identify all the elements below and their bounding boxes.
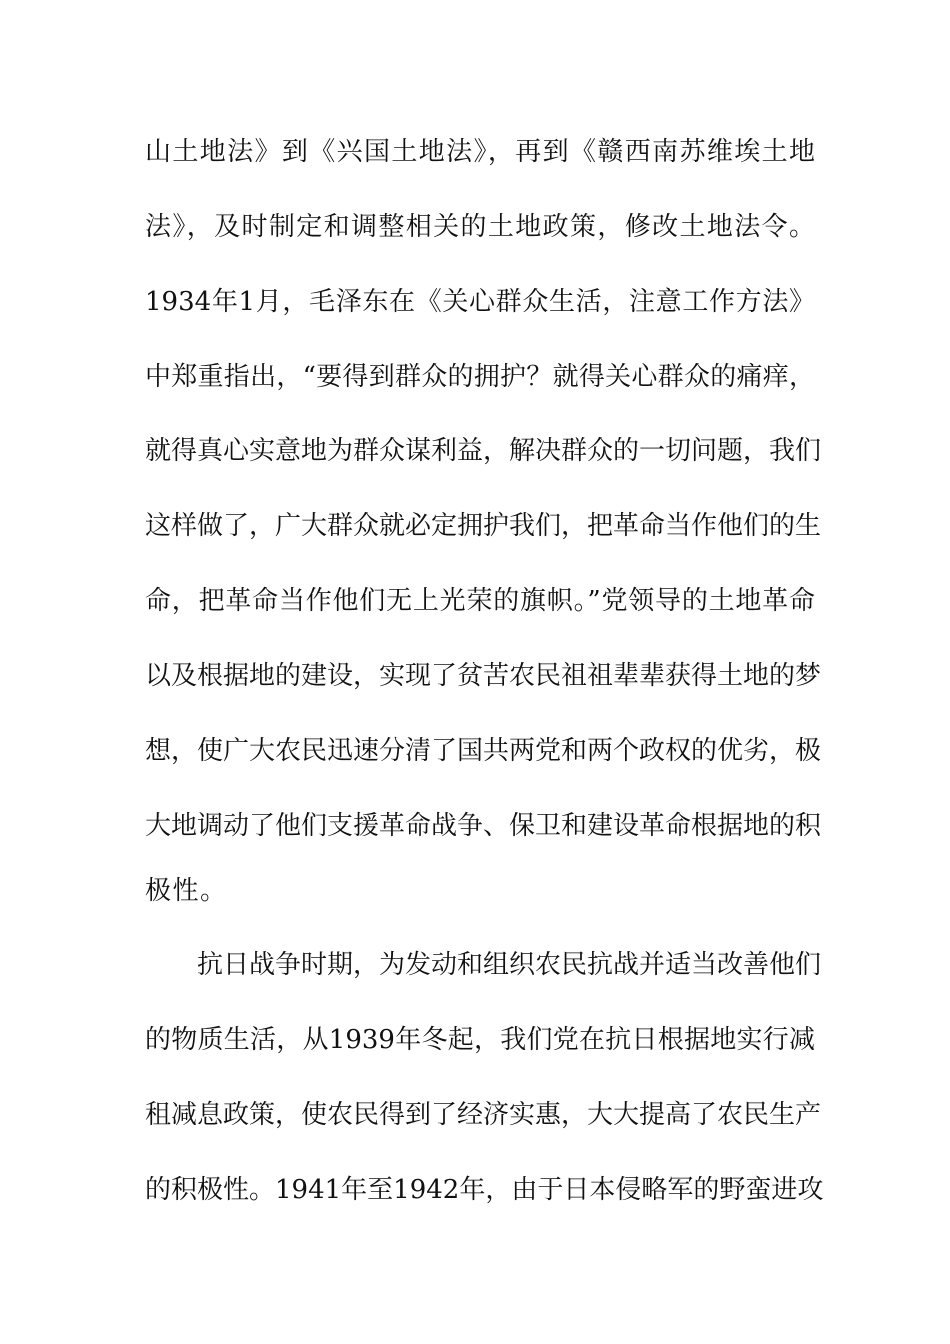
text-line: 山土地法》到《兴国土地法》，再到《赣西南苏维埃土地	[145, 137, 815, 167]
text-line: 就得真心实意地为群众谋利益，解决群众的一切问题，我们	[145, 436, 822, 466]
paragraph-end-line: 极性。	[145, 876, 228, 906]
paragraph-first-line: 抗日战争时期，为发动和组织农民抗战并适当改善他们	[197, 950, 822, 980]
text-line: 想，使广大农民迅速分清了国共两党和两个政权的优劣，极	[145, 736, 822, 766]
text-line: 的物质生活，从1939年冬起，我们党在抗日根据地实行减	[145, 1025, 815, 1055]
text-line: 法》，及时制定和调整相关的土地政策，修改土地法令。	[145, 212, 815, 242]
text-line: 租减息政策，使农民得到了经济实惠，大大提高了农民生产	[145, 1100, 822, 1130]
text-line: 1934年1月，毛泽东在《关心群众生活，注意工作方法》	[145, 287, 815, 317]
text-line: 命，把革命当作他们无上光荣的旗帜。”党领导的土地革命	[145, 586, 815, 616]
text-line: 以及根据地的建设，实现了贫苦农民祖祖辈辈获得土地的梦	[145, 661, 822, 691]
text-line: 大地调动了他们支援革命战争、保卫和建设革命根据地的积	[145, 811, 822, 841]
text-line: 中郑重指出，“要得到群众的拥护？就得关心群众的痛痒，	[145, 362, 815, 392]
text-line: 这样做了，广大群众就必定拥护我们，把革命当作他们的生	[145, 511, 822, 541]
text-line: 的积极性。1941年至1942年，由于日本侵略军的野蛮进攻	[145, 1175, 824, 1205]
